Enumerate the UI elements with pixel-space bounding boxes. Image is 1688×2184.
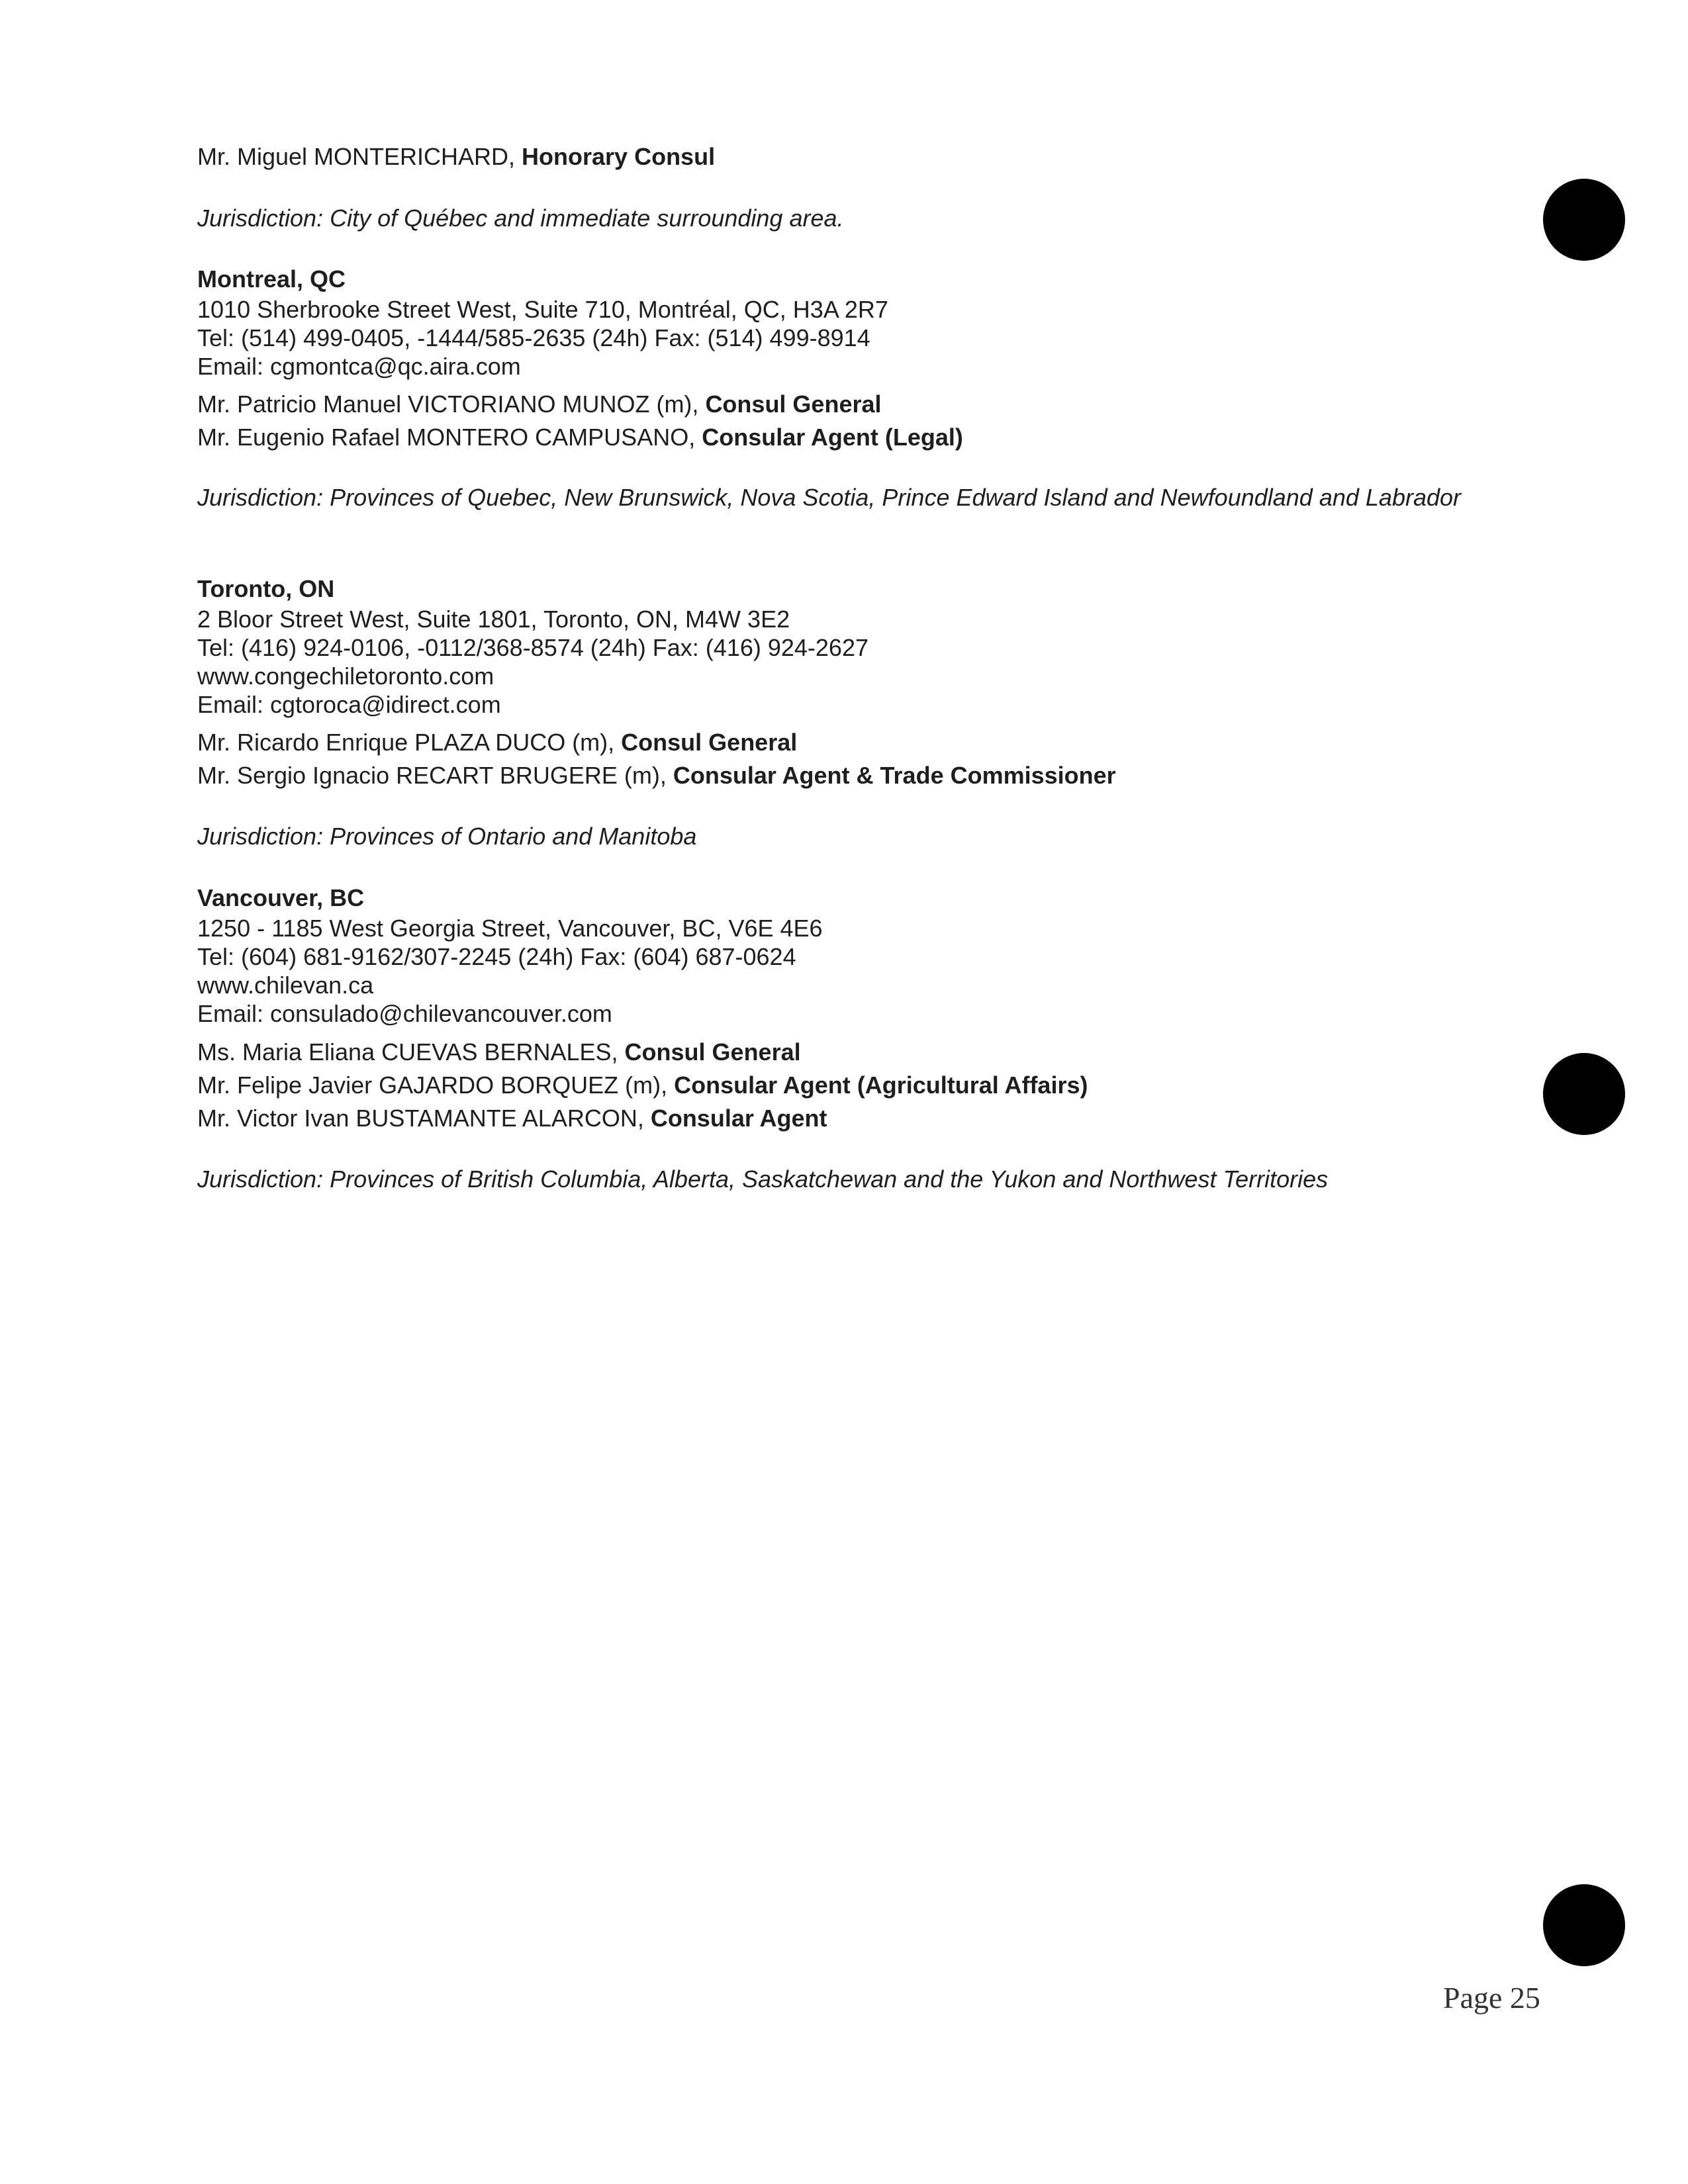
staff-title: Consul General	[621, 729, 798, 756]
staff-name: Mr. Felipe Javier GAJARDO BORQUEZ (m),	[197, 1071, 675, 1099]
address-montreal: 1010 Sherbrooke Street West, Suite 710, Montréal, QC, H3A 2R7	[197, 296, 888, 323]
staff-name: Mr. Miguel MONTERICHARD,	[197, 143, 522, 170]
staff-entry	[197, 728, 797, 757]
staff-name: Mr. Sergio Ignacio RECART BRUGERE (m),	[197, 762, 673, 789]
section-heading-montreal: Montreal, QC	[197, 265, 346, 293]
phone-toronto: Tel: (416) 924-0106, -0112/368-8574 (24h) Fax: (416) 924-2627	[197, 634, 868, 661]
staff-title: Consul General	[624, 1038, 801, 1066]
staff-title: Consular Agent	[650, 1105, 827, 1132]
staff-name: Mr. Patricio Manuel VICTORIANO MUNOZ (m),	[197, 390, 706, 418]
jurisdiction-toronto: Jurisdiction: Provinces of Ontario and Manitoba	[197, 823, 697, 850]
section-heading-vancouver: Vancouver, BC	[197, 884, 365, 911]
email-toronto: Email: cgtoroca@idirect.com	[197, 691, 501, 718]
jurisdiction-montreal: Jurisdiction: Provinces of Quebec, New Brunswick, Nova Scotia, Prince Edward Island and Newfoundland and Labrador	[197, 484, 1462, 511]
staff-name: Ms. Maria Eliana CUEVAS BERNALES,	[197, 1038, 625, 1066]
staff-name: Mr. Eugenio Rafael MONTERO CAMPUSANO,	[197, 424, 702, 451]
staff-entry	[197, 142, 715, 171]
email-vancouver: Email: consulado@chilevancouver.com	[197, 1000, 612, 1027]
section-heading-toronto: Toronto, ON	[197, 575, 335, 602]
website-vancouver: www.chilevan.ca	[197, 972, 374, 999]
page-number: Page 25	[1443, 1981, 1540, 2015]
staff-entry	[197, 1071, 1088, 1100]
staff-entry	[197, 1104, 827, 1133]
staff-title: Consular Agent (Legal)	[702, 424, 963, 451]
punch-hole	[1543, 1053, 1625, 1135]
staff-entry	[197, 423, 963, 452]
staff-title: Consular Agent (Agricultural Affairs)	[674, 1071, 1088, 1099]
email-montreal: Email: cgmontca@qc.aira.com	[197, 353, 521, 380]
website-toronto: www.congechiletoronto.com	[197, 662, 494, 690]
staff-entry	[197, 1038, 801, 1067]
punch-hole	[1543, 179, 1625, 261]
staff-title: Honorary Consul	[522, 143, 716, 170]
staff-title: Consul General	[705, 390, 882, 418]
phone-vancouver: Tel: (604) 681-9162/307-2245 (24h) Fax: (604) 687-0624	[197, 943, 796, 970]
address-vancouver: 1250 - 1185 West Georgia Street, Vancouver, BC, V6E 4E6	[197, 915, 823, 942]
staff-entry	[197, 761, 1116, 790]
punch-hole	[1543, 1884, 1625, 1966]
staff-entry	[197, 390, 882, 419]
jurisdiction-quebec: Jurisdiction: City of Québec and immediate surrounding area.	[197, 205, 844, 232]
phone-montreal: Tel: (514) 499-0405, -1444/585-2635 (24h) Fax: (514) 499-8914	[197, 324, 870, 351]
jurisdiction-vancouver: Jurisdiction: Provinces of British Columbia, Alberta, Saskatchewan and the Yukon and Northwest Territories	[197, 1165, 1329, 1193]
staff-name: Mr. Ricardo Enrique PLAZA DUCO (m),	[197, 729, 622, 756]
address-toronto: 2 Bloor Street West, Suite 1801, Toronto, ON, M4W 3E2	[197, 606, 790, 633]
staff-title: Consular Agent & Trade Commissioner	[673, 762, 1116, 789]
staff-name: Mr. Victor Ivan BUSTAMANTE ALARCON,	[197, 1105, 651, 1132]
